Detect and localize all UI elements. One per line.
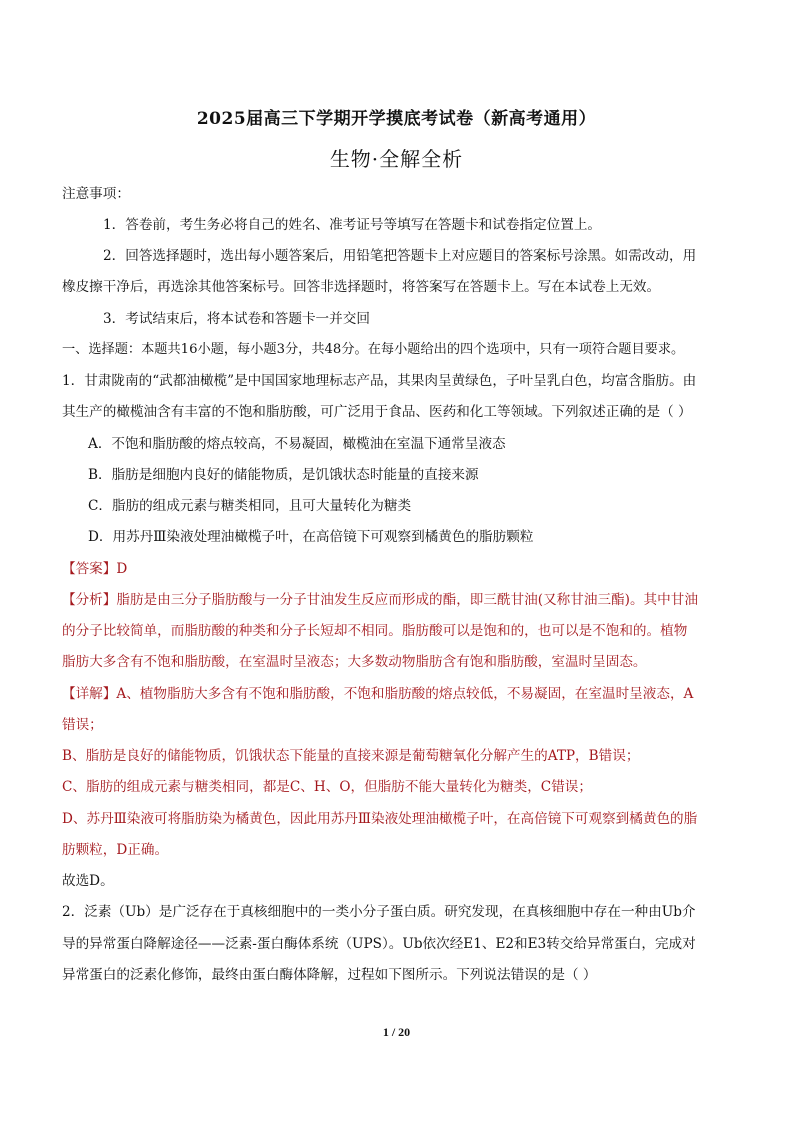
page-title: 2025届高三下学期开学摸底考试卷（新高考通用） <box>196 109 597 129</box>
question-1-detail-2: 错误； <box>62 717 103 733</box>
section-heading: 一、选择题：本题共16小题，每小题3分，共48分。在每小题给出的四个选项中，只有一项符合题目要求。 <box>62 342 685 357</box>
question-2-stem-end: 异常蛋白的泛素化修饰，最终由蛋白酶体降解，过程如下图所示。下列说法错误的是（ ） <box>62 967 597 983</box>
question-1-analysis-3: 脂肪大多含有不饱和脂肪酸，在室温时呈液态；大多数动物脂肪含有饱和脂肪酸，室温时呈固态。 <box>62 654 647 670</box>
question-1-conclusion: 故选D。 <box>62 873 114 889</box>
notice-item-3: 3．考试结束后，将本试卷和答题卡一并交回 <box>103 311 370 327</box>
notice-item-2: 2．回答选择题时，选出每小题答案后，用铅笔把答题卡上对应题目的答案标号涂黑。如需改动，用 <box>103 248 697 264</box>
question-1-detail-3: B、脂肪是良好的储能物质，饥饿状态下能量的直接来源是葡萄糖氧化分解产生的ATP，B错误； <box>62 748 640 764</box>
question-1-stem-continued: 其生产的橄榄油含有丰富的不饱和脂肪酸，可广泛用于食品、医药和化工等领域。下列叙述正确的是（ ） <box>62 404 692 420</box>
question-1-option-b: B．脂肪是细胞内良好的储能物质，是饥饿状态时能量的直接来源 <box>88 467 479 483</box>
notice-item-1: 1．答卷前，考生务必将自己的姓名、准考证号等填写在答题卡和试卷指定位置上。 <box>103 217 602 233</box>
notice-item-2-continued: 橡皮擦干净后，再选涂其他答案标号。回答非选择题时，将答案写在答题卡上。写在本试卷上无效。 <box>62 279 661 295</box>
question-1-stem: 1．甘肃陇南的“武都油橄榄”是中国国家地理标志产品，其果肉呈黄绿色，子叶呈乳白色，均富含脂肪。由 <box>62 373 697 389</box>
question-2-stem-continued: 导的异常蛋白降解途径——泛素-蛋白酶体系统（UPS）。Ub依次经E1、E2和E3转交给异常蛋白，完成对 <box>62 936 696 952</box>
question-1-option-d: D．用苏丹Ⅲ染液处理油橄榄子叶，在高倍镜下可观察到橘黄色的脂肪颗粒 <box>88 529 534 545</box>
question-1-analysis-2: 的分子比较简单，而脂肪酸的种类和分子长短却不相同。脂肪酸可以是饱和的，也可以是不饱和的。植物 <box>62 623 688 639</box>
notice-heading: 注意事项： <box>62 186 130 202</box>
page-subtitle: 生物·全解全析 <box>329 147 464 171</box>
question-1-option-c: C．脂肪的组成元素与糖类相同，且可大量转化为糖类 <box>88 498 412 514</box>
question-1-analysis-1: 【分析】脂肪是由三分子脂肪酸与一分子甘油发生反应而形成的酯，即三酰甘油(又称甘油三酯)。其中甘油 <box>62 592 698 608</box>
question-1-option-a: A．不饱和脂肪酸的熔点较高，不易凝固，橄榄油在室温下通常呈液态 <box>88 436 506 452</box>
question-1-detail-4: C、脂肪的组成元素与糖类相同，都是C、H、O，但脂肪不能大量转化为糖类，C错误； <box>62 779 592 795</box>
question-1-detail-5: D、苏丹Ⅲ染液可将脂肪染为橘黄色，因此用苏丹Ⅲ染液处理油橄榄子叶，在高倍镜下可观察到橘黄色的脂 <box>62 811 698 827</box>
question-1-detail-1: 【详解】A、植物脂肪大多含有不饱和脂肪酸，不饱和脂肪酸的熔点较低，不易凝固，在室温时呈液态，A <box>62 686 694 702</box>
page-number: 1 / 20 <box>382 1025 411 1039</box>
question-1-answer: 【答案】D <box>62 561 128 577</box>
question-2-stem: 2．泛素（Ub）是广泛存在于真核细胞中的一类小分子蛋白质。研究发现，在真核细胞中存在一种由Ub介 <box>62 904 696 920</box>
question-1-detail-6: 肪颗粒，D正确。 <box>62 842 169 858</box>
